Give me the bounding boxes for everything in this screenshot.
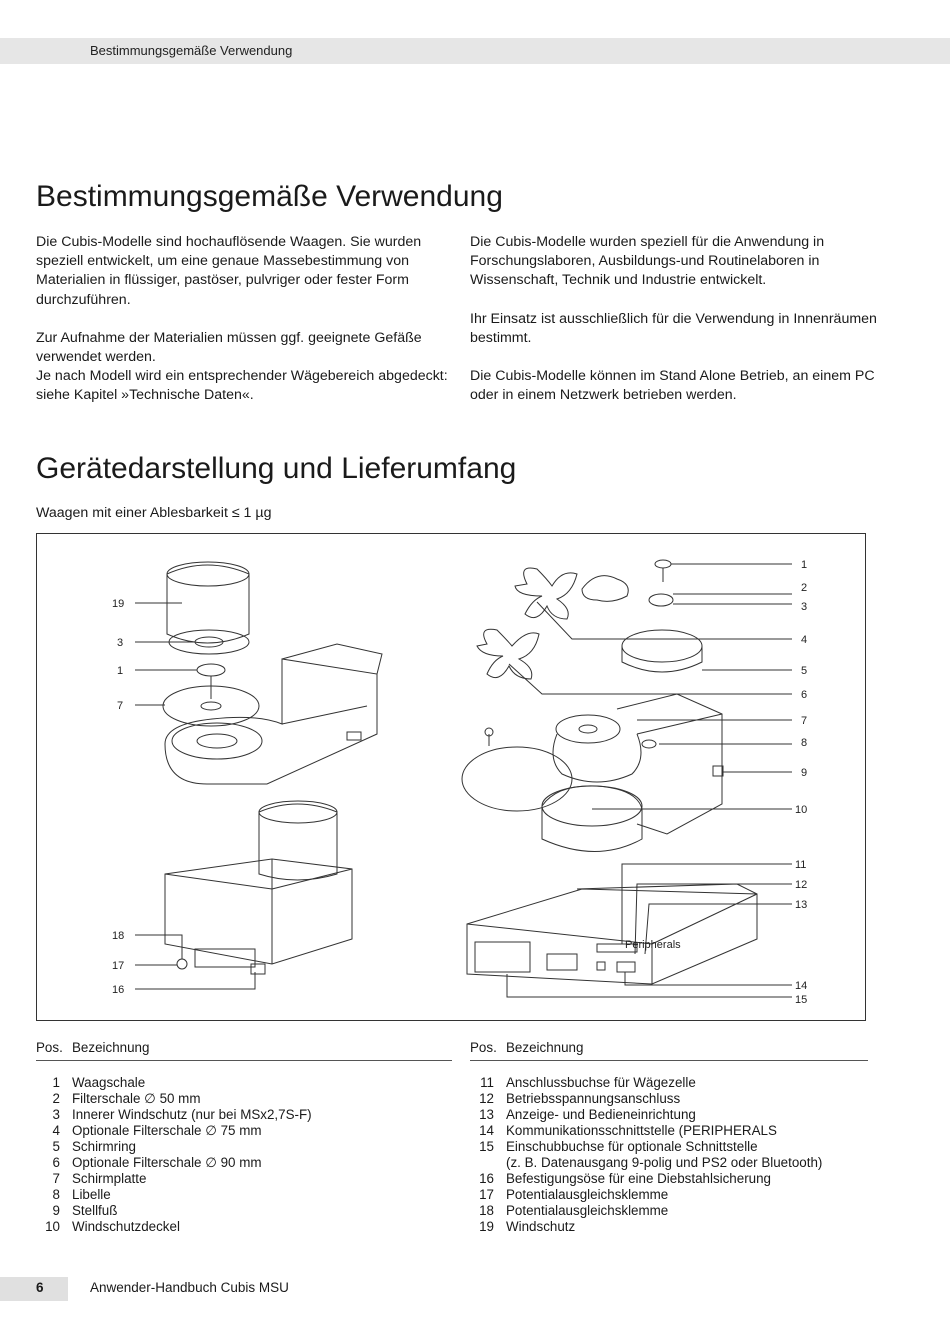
intro-paragraph: Die Cubis-Modelle sind hochauflösende Waagen. Sie wurden speziell entwickelt, um eine genaue Massebestimmung von Materialien in flüssiger, pastöser, pulvriger oder fester Form durchzuführen. [36,234,422,308]
row-position: 17 [479,1187,494,1202]
device-drawing [37,534,865,1020]
table-row [470,1203,868,1219]
table-body [470,1075,868,1235]
table-row [470,1107,868,1123]
row-name: Einschubbuchse für optionale Schnittstelle [506,1139,758,1154]
row-position: 14 [479,1123,494,1138]
table-row [36,1139,452,1155]
callout-label: 7 [801,715,808,727]
row-name: Innerer Windschutz (nur bei MSx2,7S-F) [72,1107,312,1122]
row-name: Optionale Filterschale ∅ 90 mm [72,1155,262,1170]
row-position: 12 [479,1091,494,1106]
table-row [36,1155,452,1171]
table-row [470,1075,868,1091]
table-row [36,1203,452,1219]
intro-paragraph: Ihr Einsatz ist ausschließlich für die Verwendung in Innenräumen bestimmt. [470,310,877,346]
table-row [36,1075,452,1091]
row-position: 9 [52,1203,60,1218]
callout-label: 6 [801,689,808,701]
row-position [470,1155,506,1171]
column-header-name: Bezeichnung [506,1040,584,1055]
row-position: 8 [52,1187,60,1202]
table-row [470,1219,868,1235]
row-name: (z. B. Datenausgang 9-polig und PS2 oder Bluetooth) [506,1155,823,1170]
row-name: Kommunikationsschnittstelle (PERIPHERALS [506,1123,777,1138]
figure-subtitle: Waagen mit einer Ablesbarkeit ≤ 1 µg [36,505,272,521]
row-name: Windschutzdeckel [72,1219,180,1234]
table-row [470,1091,868,1107]
row-position: 11 [480,1075,494,1090]
callout-label: 4 [801,634,808,646]
row-name: Befestigungsöse für eine Diebstahlsicherung [506,1171,772,1186]
callout-label: 17 [112,960,125,972]
callout-label: 11 [795,859,807,871]
callout-label: 7 [117,700,124,712]
row-name: Anschlussbuchse für Wägezelle [506,1075,696,1090]
callout-label: 1 [117,665,124,677]
section-title-device-overview: Gerätedarstellung und Lieferumfang [36,452,517,485]
parts-table-left [36,1040,452,1235]
intro-paragraph: Die Cubis-Modelle wurden speziell für die Anwendung in Forschungslaboren, Ausbildungs-und Routinelaboren in Wissenschaft, Technik und Industrie entwickelt. [470,234,825,289]
row-position: 10 [45,1219,60,1234]
table-row [36,1123,452,1139]
row-position: 7 [52,1171,60,1186]
row-name: Schirmplatte [72,1171,147,1186]
device-illustration [36,533,866,1021]
table-body [36,1075,452,1235]
table-row [36,1219,452,1235]
table-header [36,1040,452,1061]
row-position: 6 [52,1155,60,1170]
row-name: Schirmring [72,1139,136,1154]
row-position: 16 [479,1171,494,1186]
callout-label: 10 [795,804,808,816]
row-position: 5 [52,1139,60,1154]
table-row [470,1171,868,1187]
section-title-intended-use: Bestimmungsgemäße Verwendung [36,180,503,213]
row-name: Libelle [72,1187,111,1202]
table-row [36,1187,452,1203]
intro-right-column [470,233,890,405]
parts-table-right [470,1040,868,1235]
row-name: Optionale Filterschale ∅ 75 mm [72,1123,262,1138]
callout-label: 16 [112,984,125,996]
callout-label: 14 [795,980,808,992]
callout-label: 18 [112,930,125,942]
table-row [470,1155,868,1171]
callout-label: 12 [795,879,808,891]
intro-paragraph: Die Cubis-Modelle können im Stand Alone Betrieb, an einem PC oder in einem Netzwerk betrieben werden. [470,368,875,404]
row-position: 15 [479,1139,494,1154]
row-name: Potentialausgleichsklemme [506,1187,669,1202]
footer-title: Anwender-Handbuch Cubis MSU [90,1280,289,1295]
table-header [470,1040,868,1061]
table-row [470,1139,868,1155]
row-position: 18 [479,1203,494,1218]
column-header-pos: Pos. [36,1040,63,1055]
column-header-name: Bezeichnung [72,1040,150,1055]
row-name: Waagschale [72,1075,146,1090]
table-row [36,1171,452,1187]
footer-bar [0,1277,68,1301]
table-row [470,1123,868,1139]
column-header-pos: Pos. [470,1040,497,1055]
row-name: Filterschale ∅ 50 mm [72,1091,201,1106]
callout-label: 9 [801,767,808,779]
table-row [36,1091,452,1107]
row-position: 19 [479,1219,494,1234]
row-position: 13 [479,1107,494,1122]
intro-left-column [36,233,451,406]
callout-label: 3 [117,637,124,649]
intro-paragraph: Zur Aufnahme der Materialien müssen ggf. geeignete Gefäße verwendet werden. Je nach Modell wird ein entsprechender Wägebereich abgedeckt: siehe Kapitel »Technische Daten«. [36,329,448,404]
table-row [470,1187,868,1203]
row-position: 2 [52,1091,60,1106]
callout-label: 13 [795,899,808,911]
running-header: Bestimmungsgemäße Verwendung [90,43,293,58]
page-number: 6 [36,1280,44,1295]
row-name: Windschutz [506,1219,576,1234]
row-position: 1 [52,1075,60,1090]
row-position: 3 [52,1107,60,1122]
callout-label: 5 [801,665,808,677]
callout-label: 19 [112,598,125,610]
row-position: 4 [52,1123,60,1138]
row-name: Stellfuß [72,1203,118,1218]
callout-label: 3 [801,601,808,613]
row-name: Anzeige- und Bedieneinrichtung [506,1107,696,1122]
callout-label: 1 [801,559,808,571]
callout-label: 2 [801,582,808,594]
table-row [36,1107,452,1123]
callout-label: 8 [801,737,808,749]
row-name: Betriebsspannungsanschluss [506,1091,681,1106]
callout-label: 15 [795,994,808,1006]
peripherals-label: Peripherals [625,939,681,951]
row-name: Potentialausgleichsklemme [506,1203,669,1218]
